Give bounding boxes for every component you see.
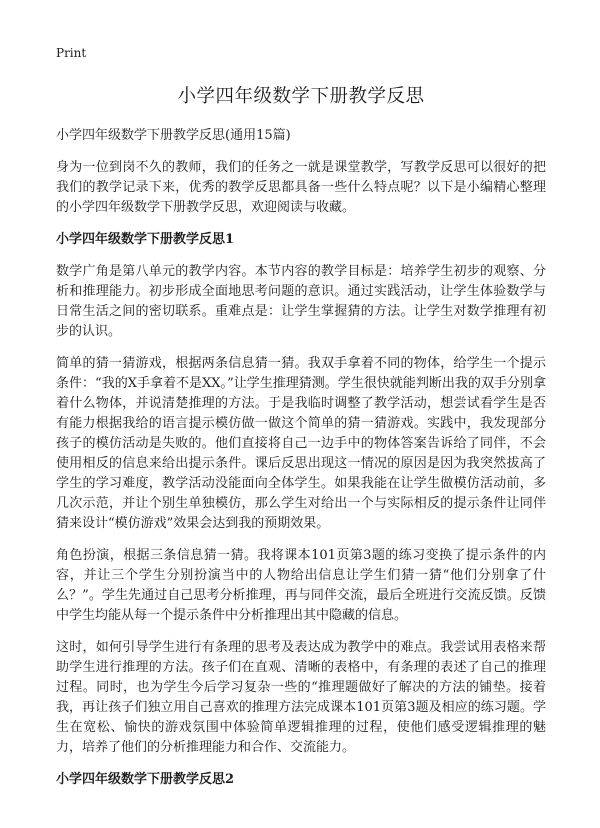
section-1-paragraph-3: 角色扮演，根据三条信息猜一猜。我将课本101页第3题的练习变换了提示条件的内容，并让三个学生分别扮演当中的人物给出信息让学生们猜一猜“他们分别拿了什么？”。学生先通过自己思考分析推理，再与同伴交流，最后全班进行交流反馈。反馈中学生均能从每一个提示条件中分析推理出其中隐藏的信息。 xyxy=(56,548,546,623)
section-heading-2: 小学四年级数学下册教学反思2 xyxy=(56,772,235,787)
document-subtitle: 小学四年级数学下册教学反思(通用15篇) xyxy=(56,128,291,143)
section-1-paragraph-4: 这时，如何引导学生进行有条理的思考及表达成为教学中的难点。我尝试用表格来帮助学生进行推理的方法。孩子们在直观、清晰的表格中，有条理的表述了自己的推理过程。同时，也为学生今后学习复杂一些的“推理题做好了解决的方法的铺垫。接着我，再让孩子们独立用自己喜欢的推理方法完成课本101页第3题及相应的练习题。学生在宽松、愉快的游戏氛围中体验简单逻辑推理的过程，使他们感受逻辑推理的魅力，培养了他们的分析推理能力和合作、交流能力。 xyxy=(56,640,546,755)
intro-paragraph: 身为一位到岗不久的教师，我们的任务之一就是课堂教学，写教学反思可以很好的把我们的教学记录下来，优秀的教学反思都具备一些什么特点呢？以下是小编精心整理的小学四年级数学下册教学反思，欢迎阅读与收藏。 xyxy=(56,160,546,215)
section-1-paragraph-1: 数学广角是第八单元的教学内容。本节内容的教学目标是：培养学生初步的观察、分析和推理能力。初步形成全面地思考问题的意识。通过实践活动，让学生体验数学与日常生活之间的密切联系。重难点是：让学生掌握猜的方法。让学生对数学推理有初步的认识。 xyxy=(56,264,546,339)
print-link[interactable]: Print xyxy=(56,46,87,60)
document-body xyxy=(56,82,546,802)
page-title: 小学四年级数学下册教学反思 xyxy=(177,86,425,107)
section-heading-1: 小学四年级数学下册教学反思1 xyxy=(56,232,235,247)
section-1-paragraph-2: 简单的猜一猜游戏，根据两条信息猜一猜。我双手拿着不同的物体，给学生一个提示条件：“我的X手拿着不是XX。”让学生推理猜测。学生很快就能判断出我的双手分别拿着什么物体，并说清楚推理的方法。于是我临时调整了教学活动，想尝试看学生是否有能力根据我给的语言提示模仿做一做这个简单的猜一猜游戏。实践中，我发现部分孩子的模仿活动是失败的。他们直接将自己一边手中的物体答案告诉给了同伴，不会使用相反的信息来给出提示条件。课后反思出现这一情况的原因是因为我突然拔高了学生的学习难度，教学活动没能面向全体学生。如果我能在让学生做模仿活动前，多几次示范，并让个别生单独模仿，那么学生对给出一个与实际相反的提示条件让同伴猜来设计“模仿游戏”效果会达到我的预期效果。 xyxy=(56,356,546,531)
